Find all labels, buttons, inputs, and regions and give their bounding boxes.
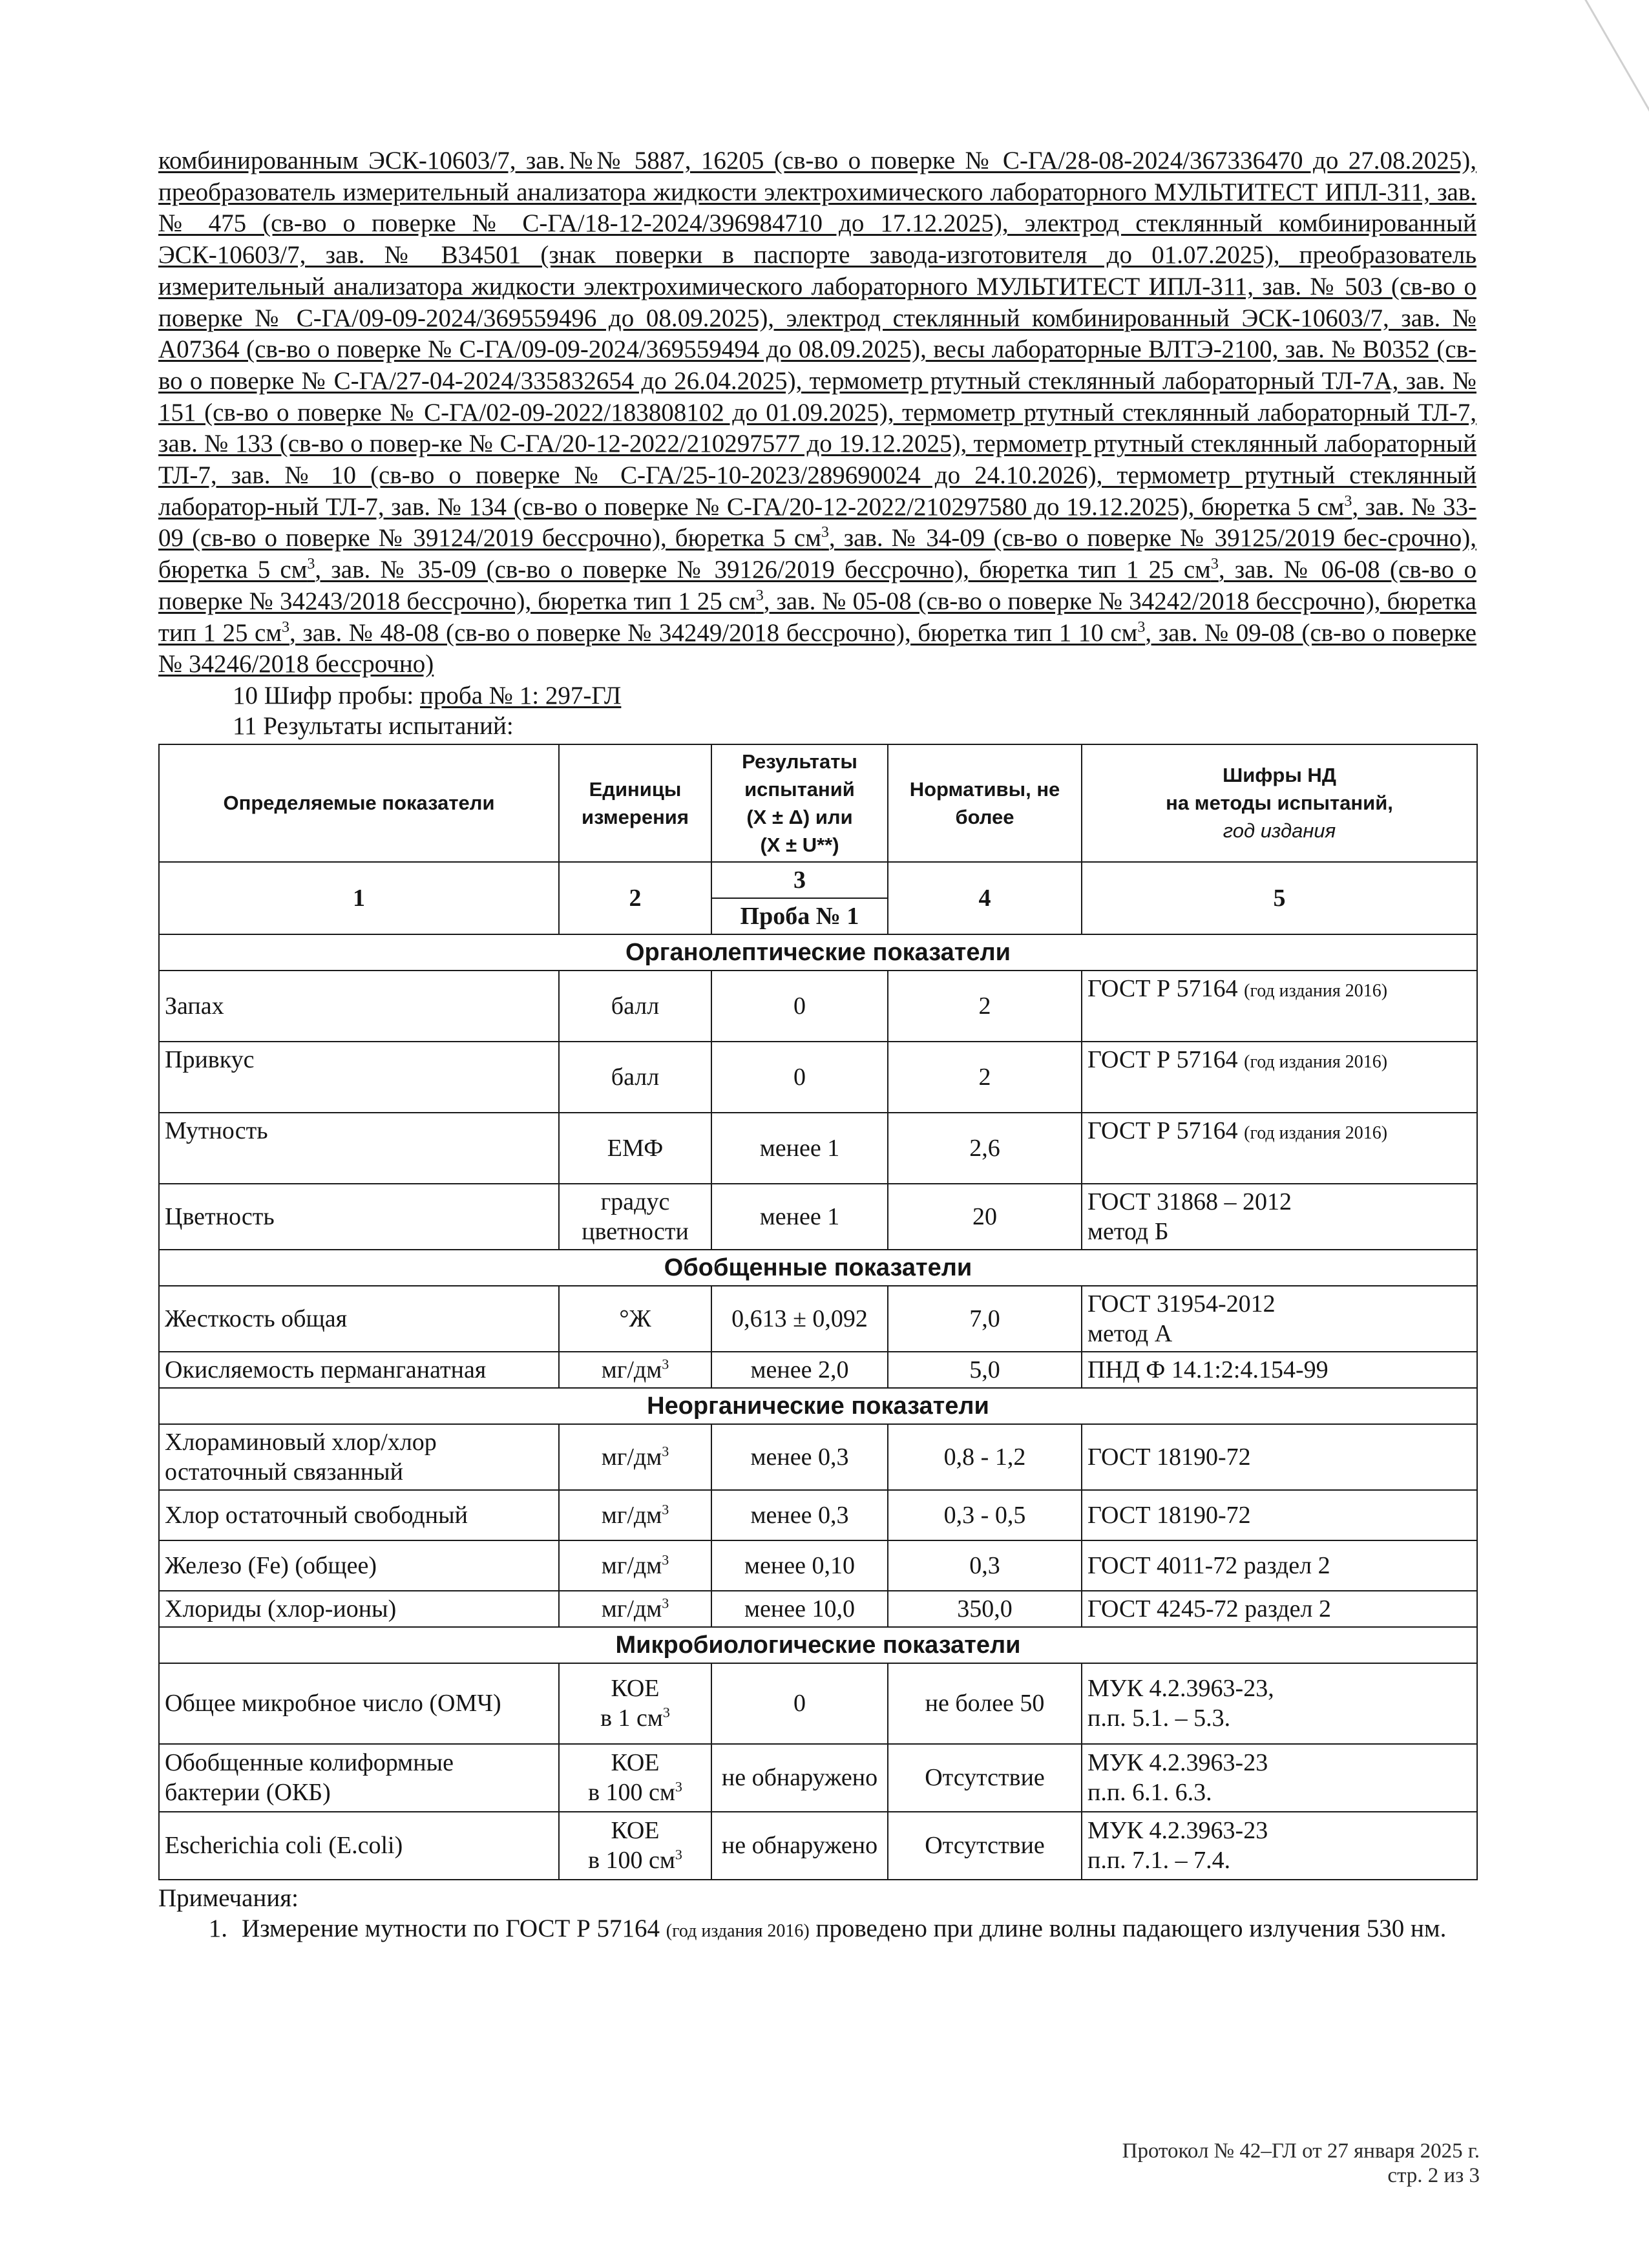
table-row: Цветность градус цветности менее 1 20 ГОСТ 31868 – 2012 метод Б	[159, 1184, 1477, 1250]
header-methods: Шифры НД на методы испытаний, год издания	[1082, 744, 1477, 862]
section-organoleptic: Органолептические показатели	[159, 934, 1477, 971]
header-results: Результаты испытаний (X ± Δ) или (X ± U**)	[711, 744, 888, 862]
notes-block	[158, 1883, 1476, 1946]
results-heading: 11 Результаты испытаний:	[233, 711, 514, 740]
section-general: Обобщенные показатели	[159, 1250, 1477, 1286]
table-header-row	[159, 744, 1477, 862]
header-norms: Нормативы, не более	[888, 744, 1082, 862]
table-row: Железо (Fe) (общее) $мг/дм^3$ менее 0,10 0,3 ГОСТ 4011-72 раздел 2	[159, 1540, 1477, 1591]
table-row: Хлораминовый хлор/хлор остаточный связанный $мг/дм^3$ менее 0,3 0,8 - 1,2 ГОСТ 18190-72	[159, 1424, 1477, 1490]
notes-title: Примечания:	[158, 1884, 299, 1912]
table-row: Обобщенные колиформные бактерии (ОКБ) КОЕ в 100 $см^3$ не обнаружено Отсутствие МУК 4.2.3963-23 п.п. 6.1. 6.3.	[159, 1744, 1477, 1812]
table-row: Мутность ЕМФ менее 1 2,6 ГОСТ Р 57164 (год издания 2016)	[159, 1113, 1477, 1184]
protocol-reference: Протокол № 42–ГЛ от 27 января 2025 г.	[1122, 2139, 1480, 2163]
sample-label-row: Проба № 1	[159, 898, 1477, 934]
sample-code-line: 10 Шифр пробы: проба № 1: 297-ГЛ	[233, 681, 622, 709]
equipment-paragraph: комбинированным ЭСК-10603/7, зав.№№ 5887, 16205 (св-во о поверке № С-ГА/28-08-2024/367336470 до 27.08.2025), преобразователь измерительный анализатора жидкости электрохимического лабораторного МУЛЬТИТЕСТ ИПЛ-311, зав. № 475 (св-во о поверке № С-ГА/18-12-2024/396984710 до 17.12.2025), электрод стеклянный комбинированный ЭСК-10603/7, зав. № В34501 (знак поверки в паспорте завода-изготовителя до 01.07.2025), преобразователь измерительный анализатора жидкости электрохимического лабораторного МУЛЬТИТЕСТ ИПЛ-311, зав. № 503 (св-во о поверке № С-ГА/09-09-2024/369559496 до 08.09.2025), электрод стеклянный комбинированный ЭСК-10603/7, зав. № А07364 (св-во о поверке № С-ГА/09-09-2024/369559494 до 08.09.2025), весы лабораторные ВЛТЭ-2100, зав. № В0352 (св-во о поверке № С-ГА/27-04-2024/335832654 до 26.04.2025), термометр ртутный стеклянный лабораторный ТЛ-7А, зав. № 151 (св-во о поверке № С-ГА/02-09-2022/183808102 до 01.09.2025), термометр ртутный стеклянный лабораторный ТЛ-7, зав. № 133 (св-во о повер-ке № С-ГА/20-12-2022/210297577 до 19.12.2025), термометр ртутный стеклянный лабораторный ТЛ-7, зав. № 10 (св-во о поверке № С-ГА/25-10-2023/289690024 до 24.10.2026), термометр ртутный стеклянный лаборатор-ный ТЛ-7, зав. № 134 (св-во о поверке № С-ГА/20-12-2022/210297580 до 19.12.2025), бюретка 5 $см^3$, зав. № 33-09 (св-во о поверке № 39124/2019 бессрочно), бюретка 5 $см^3$, зав. № 34-09 (св-во о поверке № 39125/2019 бес-срочно), бюретка 5 $см^3$, зав. № 35-09 (св-во о поверке № 39126/2019 бессрочно), бюретка тип 1 25 $см^3$, зав. № 06-08 (св-во о поверке № 34243/2018 бессрочно), бюретка тип 1 25 $см^3$, зав. № 05-08 (св-во о поверке № 34242/2018 бессрочно), бюретка тип 1 25 $см^3$, зав. № 48-08 (св-во о поверке № 34249/2018 бессрочно), бюретка тип 1 10 $см^3$, зав. № 09-08 (св-во о поверке № 34246/2018 бессрочно)	[158, 147, 1477, 678]
table-row: Привкус балл 0 2 ГОСТ Р 57164 (год издания 2016)	[159, 1042, 1477, 1113]
section-inorganic: Неорганические показатели	[159, 1388, 1477, 1424]
table-row: Хлориды (хлор-ионы) $мг/дм^3$ менее 10,0 350,0 ГОСТ 4245-72 раздел 2	[159, 1591, 1477, 1627]
header-indicators: Определяемые показатели	[159, 744, 559, 862]
results-table	[158, 744, 1478, 1880]
table-row: Общее микробное число (ОМЧ) КОЕ в 1 $см^3$ 0 не более 50 МУК 4.2.3963-23, п.п. 5.1. – 5.3.	[159, 1663, 1477, 1744]
page-footer	[1122, 2139, 1480, 2188]
page-number: стр. 2 из 3	[1387, 2164, 1480, 2187]
section-micro: Микробиологические показатели	[159, 1627, 1477, 1663]
column-number-row: 1 2 3 4 5	[159, 862, 1477, 898]
note-item: 1. Измерение мутности по ГОСТ Р 57164 (год издания 2016) проведено при длине волны падающего излучения 530 нм.	[208, 1914, 1447, 1942]
table-row: Запах балл 0 2 ГОСТ Р 57164 (год издания 2016)	[159, 971, 1477, 1042]
table-row: Окисляемость перманганатная $мг/дм^3$ менее 2,0 5,0 ПНД Ф 14.1:2:4.154-99	[159, 1352, 1477, 1388]
table-row: Escherichia coli (E.coli) КОЕ в 100 $см^3$ не обнаружено Отсутствие МУК 4.2.3963-23 п.п. 7.1. – 7.4.	[159, 1812, 1477, 1880]
table-row: Жесткость общая °Ж 0,613 ± 0,092 7,0 ГОСТ 31954-2012 метод А	[159, 1286, 1477, 1352]
table-row: Хлор остаточный свободный $мг/дм^3$ менее 0,3 0,3 - 0,5 ГОСТ 18190-72	[159, 1490, 1477, 1540]
document-page	[158, 145, 1476, 1946]
header-units: Единицы измерения	[559, 744, 711, 862]
